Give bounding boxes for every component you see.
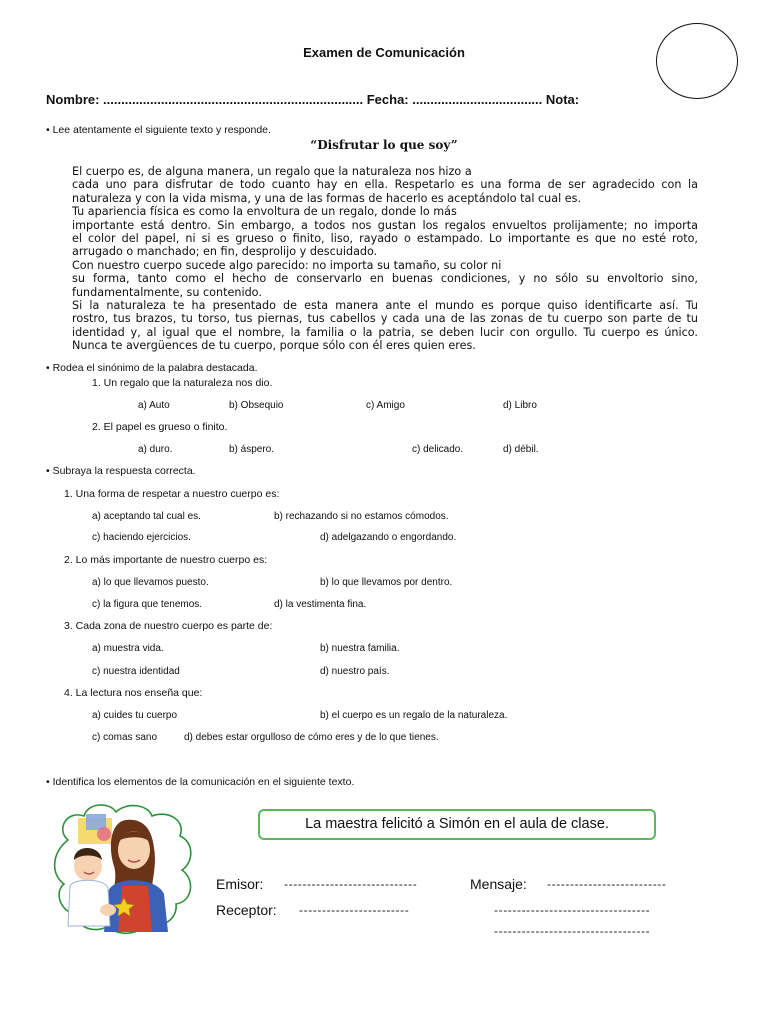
mensaje-answer-line-3[interactable]: ---------------------------------- — [494, 924, 651, 938]
option-d[interactable]: d) adelgazando o engordando. — [320, 532, 457, 543]
option-a[interactable]: a) lo que llevamos puesto. — [92, 577, 209, 588]
reading-line: Tu apariencia física es como la envoltura de un regalo, donde lo más — [72, 205, 457, 219]
question-text: 2. El papel es grueso o finito. — [92, 421, 228, 433]
option-b[interactable]: b) nuestra familia. — [320, 643, 400, 654]
option-a[interactable]: a) duro. — [138, 444, 173, 455]
reading-line: fundamentalmente, su contenido. — [72, 285, 262, 299]
receptor-answer-line[interactable]: ------------------------ — [299, 903, 410, 917]
mensaje-answer-line[interactable]: -------------------------- — [547, 877, 667, 891]
question-text: 2. Lo más importante de nuestro cuerpo es: — [64, 554, 268, 566]
option-a[interactable]: a) muestra vida. — [92, 643, 164, 654]
question-text: 1. Un regalo que la naturaleza nos dio. — [92, 377, 273, 389]
option-d[interactable]: d) débil. — [503, 444, 539, 455]
receptor-label: Receptor: — [216, 902, 277, 918]
option-d[interactable]: d) la vestimenta fina. — [274, 599, 367, 610]
emisor-answer-line[interactable]: ----------------------------- — [284, 877, 418, 891]
reading-text — [72, 165, 698, 353]
option-a[interactable]: a) cuides tu cuerpo — [92, 710, 178, 721]
emisor-label: Emisor: — [216, 876, 264, 892]
option-a[interactable]: a) Auto — [138, 400, 170, 411]
option-d[interactable]: d) debes estar orgulloso de cómo eres y de lo que tienes. — [184, 732, 439, 743]
reading-line: el color del papel, ni si es grueso o finito, liso, rayado o estampado. Lo importante es que no esté roto, — [72, 232, 698, 246]
question-text: 1. Una forma de respetar a nuestro cuerpo es: — [64, 488, 280, 500]
instruction-read: • Lee atentamente el siguiente texto y responde. — [46, 124, 271, 136]
reading-line: importante está dentro. Sin embargo, a todos nos gustan los regalos envueltos prolijamente; no importa — [72, 218, 698, 232]
reading-line: identidad y, al igual que el nombre, la familia o la patria, se deben lucir con orgullo. Tu cuerpo es único. — [72, 325, 698, 339]
option-c[interactable]: c) Amigo — [366, 400, 405, 411]
instruction-underline: • Subraya la respuesta correcta. — [46, 465, 196, 477]
reading-line: Con nuestro cuerpo sucede algo parecido: no importa su tamaño, su color ni — [72, 258, 502, 272]
reading-line: El cuerpo es, de alguna manera, un regalo que la naturaleza nos hizo a — [72, 165, 472, 178]
reading-line: su forma, tanto como el hecho de conservarlo en buenas condiciones, y no sólo su envoltorio sino, — [72, 272, 698, 286]
instruction-identify: • Identifica los elementos de la comunicación en el siguiente texto. — [46, 776, 355, 788]
option-c[interactable]: c) delicado. — [412, 444, 464, 455]
page-title: Examen de Comunicación — [303, 45, 465, 60]
reading-line: rostro, tus brazos, tu torso, tus piernas, tus cabellos y cada una de las zonas de tu cuerpo son parte de tu — [72, 312, 698, 326]
option-b[interactable]: b) rechazando si no estamos cómodos. — [274, 511, 449, 522]
question-text: 3. Cada zona de nuestro cuerpo es parte de: — [64, 620, 273, 632]
teacher-student-illustration — [48, 800, 200, 938]
option-c[interactable]: c) la figura que tenemos. — [92, 599, 203, 610]
option-d[interactable]: d) Libro — [503, 400, 537, 411]
option-b[interactable]: b) áspero. — [229, 444, 275, 455]
reading-line: Nunca te avergüences de tu cuerpo, porque sólo con él eres quien eres. — [72, 339, 476, 353]
question-text: 4. La lectura nos enseña que: — [64, 687, 203, 699]
reading-title: “Disfrutar lo que soy” — [310, 138, 458, 152]
option-c[interactable]: c) comas sano — [92, 732, 158, 743]
option-b[interactable]: b) el cuerpo es un regalo de la naturaleza. — [320, 710, 508, 721]
example-sentence-box: La maestra felicitó a Simón en el aula de clase. — [258, 809, 656, 840]
instruction-synonym: • Rodea el sinónimo de la palabra destacada. — [46, 362, 258, 374]
option-b[interactable]: b) Obsequio — [229, 400, 284, 411]
mensaje-answer-line-2[interactable]: ---------------------------------- — [494, 903, 651, 917]
grade-circle[interactable] — [656, 23, 738, 99]
mensaje-label: Mensaje: — [470, 876, 527, 892]
option-c[interactable]: c) nuestra identidad — [92, 666, 180, 677]
reading-line: arrugado o manchado; en fin, desprolijo y descuidado. — [72, 245, 378, 259]
reading-line: cada uno para disfrutar de todo cuanto hay en ella. Respetarlo es una forma de ser agradecido con la — [72, 178, 698, 192]
option-d[interactable]: d) nuestro país. — [320, 666, 390, 677]
student-info-fields[interactable]: Nombre: ........................................................................ Fecha: .................................... Nota: — [46, 92, 580, 107]
option-b[interactable]: b) lo que llevamos por dentro. — [320, 577, 453, 588]
reading-line: naturaleza y con la vida misma, y una de las formas de hacerlo es aceptándolo tal cual es. — [72, 191, 582, 205]
option-a[interactable]: a) aceptando tal cual es. — [92, 511, 201, 522]
option-c[interactable]: c) haciendo ejercicios. — [92, 532, 191, 543]
reading-line: Si la naturaleza te ha presentado de esta manera ante el mundo es porque quiso identificarte así. Tu — [72, 299, 698, 313]
